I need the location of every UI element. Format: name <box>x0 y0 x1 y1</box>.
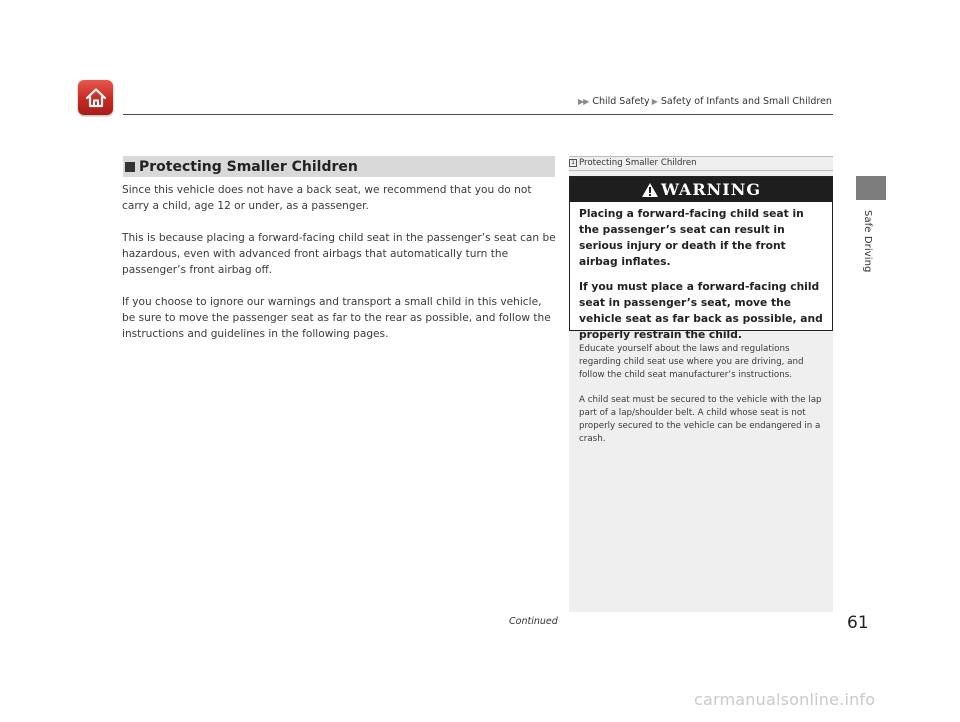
section-title: Protecting Smaller Children <box>139 158 358 175</box>
continued-label: Continued <box>509 616 558 627</box>
chapter-tab-label[interactable]: Safe Driving <box>862 210 873 273</box>
body-paragraph: If you choose to ignore our warnings and transport a small child in this vehicle, be sure to move the passenger seat as far to the rear as possible, and follow the instructions and guidelines in the following pages. <box>122 296 551 340</box>
section-header <box>123 156 555 177</box>
breadcrumb-arrow-icon: ▶ <box>578 96 585 106</box>
section-square-icon <box>125 162 135 172</box>
breadcrumb-item[interactable]: Child Safety <box>592 95 650 107</box>
warning-triangle-icon <box>641 182 659 198</box>
sidebar-paragraph: Educate yourself about the laws and regulations regarding child seat use where you are driving, and follow the child seat manufacturer’s instructions. <box>579 344 804 380</box>
sidebar-title-text: Protecting Smaller Children <box>579 158 697 168</box>
warning-paragraph: If you must place a forward-facing child seat in passenger’s seat, move the vehicle seat as far back as possible, and properly restrain the child. <box>579 280 823 341</box>
home-button[interactable] <box>78 80 113 115</box>
chapter-tab-marker[interactable] <box>856 176 886 200</box>
warning-body <box>570 202 832 343</box>
header-divider <box>123 114 833 115</box>
breadcrumb-arrow-icon: ▶ <box>583 96 590 106</box>
sidebar-notes <box>579 343 827 458</box>
breadcrumb <box>578 94 834 108</box>
breadcrumb-arrow-icon: ▶ <box>651 96 658 106</box>
home-icon <box>84 86 108 110</box>
body-paragraph: Since this vehicle does not have a back seat, we recommend that you do not carry a child, age 12 or under, as a passenger. <box>122 184 532 212</box>
warning-header <box>570 177 832 202</box>
sidebar-title <box>569 158 697 168</box>
breadcrumb-item[interactable]: Safety of Infants and Small Children <box>660 95 832 107</box>
warning-box <box>569 176 833 341</box>
page-number: 61 <box>847 613 869 633</box>
note-marker-icon: 1 <box>569 159 577 167</box>
warning-label: WARNING <box>660 180 762 199</box>
sidebar-top-divider <box>569 156 833 157</box>
sidebar-paragraph: A child seat must be secured to the vehicle with the lap part of a lap/shoulder belt. A child whose seat is not properly secured to the vehicle can be endangered in a crash. <box>579 395 822 444</box>
sidebar-title-divider <box>569 170 833 171</box>
body-paragraph: This is because placing a forward-facing child seat in the passenger’s seat can be hazardous, even with advanced front airbags that automatically turn the passenger’s front airbag off. <box>122 232 556 276</box>
warning-paragraph: Placing a forward-facing child seat in the passenger’s seat can result in serious injury or death if the front airbag inflates. <box>579 207 804 268</box>
watermark: carmanualsonline.info <box>694 690 876 709</box>
section-body <box>122 182 558 358</box>
